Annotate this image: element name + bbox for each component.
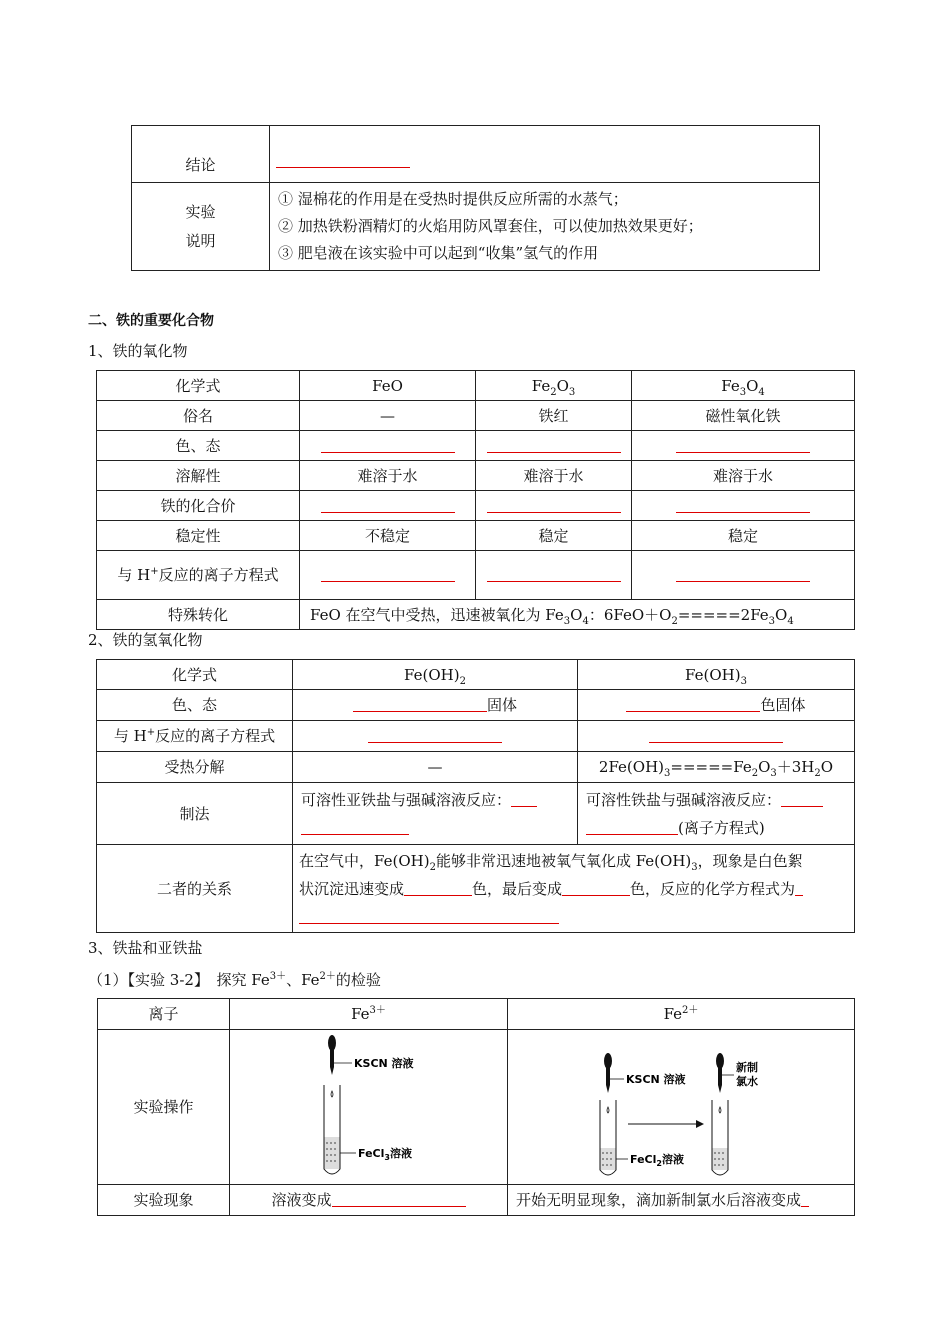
row-label: 二者的关系 — [97, 845, 293, 933]
cell: 色固体 — [578, 690, 855, 721]
experiment-notes — [270, 183, 820, 271]
kscn-label: KSCN 溶液 — [626, 1072, 686, 1086]
test-tube-icon — [712, 1100, 728, 1175]
cell: 难溶于水 — [476, 461, 632, 491]
answer-blank[interactable] — [676, 436, 810, 453]
relationship-cell: 在空气中，$Fe(OH)_2$能够非常迅速地被氧气氧化成 $Fe(OH)_3$，现象是白色絮 状沉淀迅速变成 色，最后变成 色，反应的化学方程式为 — [293, 845, 855, 933]
section-title: 二、铁的重要化合物 — [88, 313, 214, 329]
note-3: ③ 肥皂液在该实验中可以起到“收集”氢气的作用 — [278, 244, 599, 262]
cell: 难溶于水 — [300, 461, 476, 491]
cell: 开始无明显现象，滴加新制氯水后溶液变成 — [508, 1185, 855, 1216]
formula-fe2o3: $Fe_2O_3$ — [476, 371, 632, 401]
cell: 不稳定 — [300, 521, 476, 551]
cell: — — [293, 752, 578, 783]
row-label: 色、态 — [97, 690, 293, 721]
answer-blank[interactable] — [562, 879, 630, 896]
answer-blank[interactable] — [487, 436, 621, 453]
row-label: 与 H+反应的离子方程式 — [97, 551, 300, 600]
header-fe3: $Fe^{3+}$ — [230, 999, 508, 1030]
answer-blank[interactable] — [795, 879, 803, 896]
chlorine-label-1: 新制 — [736, 1060, 758, 1074]
answer-blank[interactable] — [801, 1190, 809, 1207]
formula-feo: FeO — [300, 371, 476, 401]
note-2: ② 加热铁粉酒精灯的火焰用防风罩套住，可以使加热效果更好； — [278, 217, 703, 235]
cell — [476, 551, 632, 600]
answer-blank[interactable] — [276, 151, 410, 168]
cell: 可溶性亚铁盐与强碱溶液反应： — [293, 783, 578, 845]
cell — [300, 431, 476, 461]
row-label: 溶解性 — [97, 461, 300, 491]
dropper-icon — [604, 1053, 612, 1093]
experiment-title: （1）【实验 3-2】 探究 $Fe^{3+}$、$Fe^{2+}$的检验 — [88, 971, 381, 989]
dropper-icon — [328, 1035, 336, 1075]
iron-oxides-table — [96, 370, 855, 630]
answer-blank[interactable] — [487, 565, 621, 582]
conclusion-cell — [270, 126, 820, 183]
test-tube-icon — [324, 1085, 340, 1174]
answer-blank[interactable] — [353, 695, 487, 712]
row-label: 化学式 — [97, 660, 293, 690]
answer-blank[interactable] — [676, 565, 810, 582]
formula-fe3o4: $Fe_3O_4$ — [632, 371, 855, 401]
cell: — — [300, 401, 476, 431]
header-fe2: $Fe^{2+}$ — [508, 999, 855, 1030]
row-label: 色、态 — [97, 431, 300, 461]
test-tube-icon — [600, 1100, 616, 1175]
answer-blank[interactable] — [586, 818, 678, 835]
ion-detection-table — [97, 998, 855, 1216]
cell — [578, 721, 855, 752]
chlorine-label-2: 氯水 — [736, 1074, 758, 1088]
row-label: 离子 — [98, 999, 230, 1030]
answer-blank[interactable] — [321, 565, 455, 582]
cell: 可溶性铁盐与强碱溶液反应： (离子方程式) — [578, 783, 855, 845]
conclusion-label: 结论 — [132, 126, 270, 183]
cell — [476, 431, 632, 461]
fecl3-label: FeCl$_3$溶液 — [358, 1146, 412, 1162]
fe2-test-diagram — [508, 1031, 853, 1184]
answer-blank[interactable] — [511, 790, 537, 807]
cell — [632, 431, 855, 461]
arrow-right-icon — [628, 1120, 704, 1128]
row-label: 受热分解 — [97, 752, 293, 783]
subsection-title-hydroxides: 2、铁的氢氧化物 — [88, 631, 203, 649]
answer-blank[interactable] — [404, 879, 472, 896]
experiment-notes-label: 实验 说明 — [132, 183, 270, 271]
answer-blank[interactable] — [626, 695, 760, 712]
cell: 固体 — [293, 690, 578, 721]
subsection-title-salts: 3、铁盐和亚铁盐 — [88, 939, 203, 957]
cell: 磁性氧化铁 — [632, 401, 855, 431]
answer-blank[interactable] — [781, 790, 823, 807]
cell: 溶液变成 — [230, 1185, 508, 1216]
formula-feoh2: $Fe(OH)_2$ — [293, 660, 578, 690]
answer-blank[interactable] — [299, 907, 559, 924]
cell: 难溶于水 — [632, 461, 855, 491]
iron-hydroxides-table — [96, 659, 855, 933]
cell: 稳定 — [476, 521, 632, 551]
answer-blank[interactable] — [487, 496, 621, 513]
answer-blank[interactable] — [321, 496, 455, 513]
answer-blank[interactable] — [649, 726, 783, 743]
cell — [476, 491, 632, 521]
cell — [300, 491, 476, 521]
answer-blank[interactable] — [321, 436, 455, 453]
row-label: 铁的化合价 — [97, 491, 300, 521]
fe3-diagram-cell — [230, 1030, 508, 1185]
cell — [300, 551, 476, 600]
special-conversion: FeO 在空气中受热，迅速被氧化为 $Fe_3O_4$：$6FeO+O_2=====2Fe_3O_4$ — [300, 600, 855, 630]
row-label: 实验现象 — [98, 1185, 230, 1216]
cell — [632, 551, 855, 600]
experiment-summary-table — [131, 125, 820, 271]
answer-blank[interactable] — [368, 726, 502, 743]
dropper-icon — [716, 1053, 724, 1093]
cell: $2Fe(OH)_3=====Fe_2O_3+3H_2O$ — [578, 752, 855, 783]
answer-blank[interactable] — [301, 818, 409, 835]
row-label: 化学式 — [97, 371, 300, 401]
row-label: 实验操作 — [98, 1030, 230, 1185]
row-label: 特殊转化 — [97, 600, 300, 630]
cell: 稳定 — [632, 521, 855, 551]
row-label: 与 H+反应的离子方程式 — [97, 721, 293, 752]
row-label: 稳定性 — [97, 521, 300, 551]
formula-feoh3: $Fe(OH)_3$ — [578, 660, 855, 690]
row-label: 俗名 — [97, 401, 300, 431]
subsection-title-oxides: 1、铁的氧化物 — [88, 342, 188, 360]
fe3-test-diagram — [230, 1031, 506, 1184]
cell — [293, 721, 578, 752]
row-label: 制法 — [97, 783, 293, 845]
cell: 铁红 — [476, 401, 632, 431]
cell — [632, 491, 855, 521]
answer-blank[interactable] — [332, 1190, 466, 1207]
kscn-label: KSCN 溶液 — [354, 1056, 414, 1070]
answer-blank[interactable] — [676, 496, 810, 513]
fe2-diagram-cell — [508, 1030, 855, 1185]
note-1: ① 湿棉花的作用是在受热时提供反应所需的水蒸气； — [278, 190, 628, 208]
fecl2-label: FeCl$_2$溶液 — [630, 1152, 684, 1168]
